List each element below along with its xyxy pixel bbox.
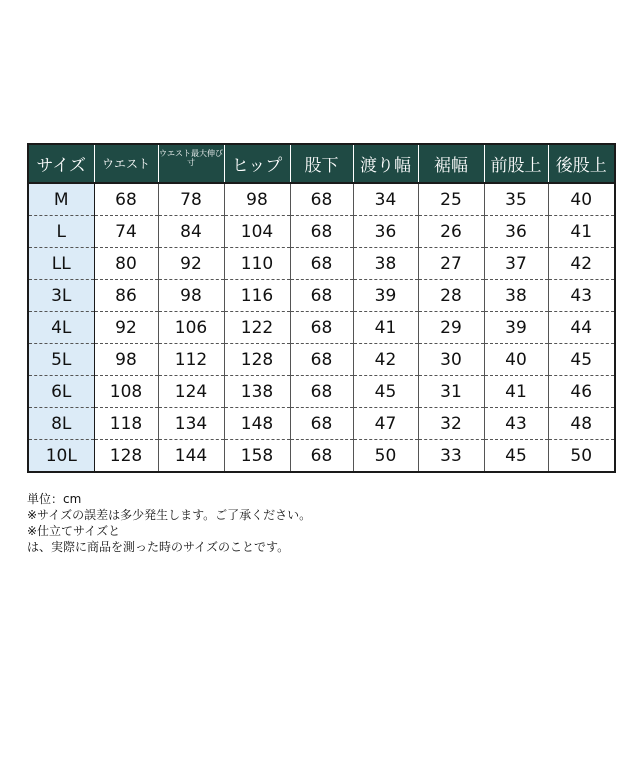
measurement-cell: 35 [484,183,548,216]
measurement-cell: 48 [548,408,615,440]
measurement-cell: 98 [94,344,158,376]
table-row [28,280,615,312]
measurement-cell: 78 [158,183,224,216]
size-label-cell: 8L [28,408,94,440]
header-hip: ヒップ [224,144,290,183]
measurement-cell: 41 [548,216,615,248]
measurement-cell: 134 [158,408,224,440]
table-body [28,183,615,472]
measurement-cell: 46 [548,376,615,408]
measurement-cell: 38 [484,280,548,312]
measurement-cell: 33 [418,440,484,473]
measurement-cell: 36 [353,216,418,248]
measurement-cell: 36 [484,216,548,248]
measurement-cell: 92 [94,312,158,344]
header-waist: ウエスト [94,144,158,183]
measurement-cell: 124 [158,376,224,408]
measurement-cell: 68 [290,312,353,344]
table-row [28,344,615,376]
measurement-cell: 41 [484,376,548,408]
measurement-cell: 68 [290,183,353,216]
measurement-cell: 43 [548,280,615,312]
table-row [28,408,615,440]
measurement-cell: 40 [548,183,615,216]
table-row [28,312,615,344]
measurement-cell: 45 [353,376,418,408]
measurement-cell: 128 [94,440,158,473]
measurement-cell: 42 [548,248,615,280]
measurement-cell: 38 [353,248,418,280]
measurement-cell: 128 [224,344,290,376]
table-row [28,248,615,280]
measurement-cell: 43 [484,408,548,440]
measurement-cell: 118 [94,408,158,440]
size-label-cell: 3L [28,280,94,312]
table-row [28,440,615,473]
measurement-cell: 30 [418,344,484,376]
measurement-cell: 68 [290,344,353,376]
measurement-cell: 37 [484,248,548,280]
measurement-cell: 84 [158,216,224,248]
measurement-cell: 45 [484,440,548,473]
measurement-cell: 40 [484,344,548,376]
size-label-cell: 4L [28,312,94,344]
measurement-cell: 148 [224,408,290,440]
header-hem-width: 裾幅 [418,144,484,183]
measurement-cell: 29 [418,312,484,344]
size-label-cell: L [28,216,94,248]
measurement-cell: 138 [224,376,290,408]
note-measurement: は、実際に商品を測った時のサイズのことです。 [27,540,290,554]
measurement-cell: 32 [418,408,484,440]
measurement-cell: 26 [418,216,484,248]
measurement-cell: 110 [224,248,290,280]
measurement-cell: 39 [353,280,418,312]
header-front-rise: 前股上 [484,144,548,183]
table-row [28,376,615,408]
measurement-cell: 68 [290,216,353,248]
measurement-cell: 98 [224,183,290,216]
note-unit: 単位：cm [27,492,82,506]
measurement-cell: 68 [290,440,353,473]
measurement-cell: 50 [353,440,418,473]
table-row [28,216,615,248]
header-thigh-width: 渡り幅 [353,144,418,183]
measurement-cell: 108 [94,376,158,408]
measurement-cell: 68 [290,280,353,312]
size-label-cell: LL [28,248,94,280]
measurement-cell: 158 [224,440,290,473]
notes [27,491,617,555]
measurement-cell: 80 [94,248,158,280]
size-label-cell: M [28,183,94,216]
measurement-cell: 116 [224,280,290,312]
note-tolerance: ※サイズの誤差は多少発生します。ご了承ください。 [27,508,312,522]
measurement-cell: 42 [353,344,418,376]
header-row [28,144,615,183]
measurement-cell: 98 [158,280,224,312]
measurement-cell: 27 [418,248,484,280]
header-back-rise: 後股上 [548,144,615,183]
measurement-cell: 74 [94,216,158,248]
measurement-cell: 112 [158,344,224,376]
size-label-cell: 5L [28,344,94,376]
measurement-cell: 68 [290,376,353,408]
measurement-cell: 68 [94,183,158,216]
measurement-cell: 41 [353,312,418,344]
measurement-cell: 50 [548,440,615,473]
size-chart-table [27,143,616,473]
measurement-cell: 86 [94,280,158,312]
note-tailored-size: ※仕立てサイズと [27,524,121,538]
measurement-cell: 28 [418,280,484,312]
measurement-cell: 34 [353,183,418,216]
measurement-cell: 39 [484,312,548,344]
header-waist-max-stretch: ウエスト最大伸び寸 [158,144,224,183]
measurement-cell: 68 [290,248,353,280]
measurement-cell: 122 [224,312,290,344]
measurement-cell: 106 [158,312,224,344]
measurement-cell: 31 [418,376,484,408]
measurement-cell: 45 [548,344,615,376]
measurement-cell: 68 [290,408,353,440]
table-row [28,183,615,216]
measurement-cell: 144 [158,440,224,473]
measurement-cell: 47 [353,408,418,440]
measurement-cell: 104 [224,216,290,248]
measurement-cell: 25 [418,183,484,216]
size-label-cell: 6L [28,376,94,408]
measurement-cell: 44 [548,312,615,344]
header-inseam: 股下 [290,144,353,183]
measurement-cell: 92 [158,248,224,280]
header-size: サイズ [28,144,94,183]
size-label-cell: 10L [28,440,94,473]
